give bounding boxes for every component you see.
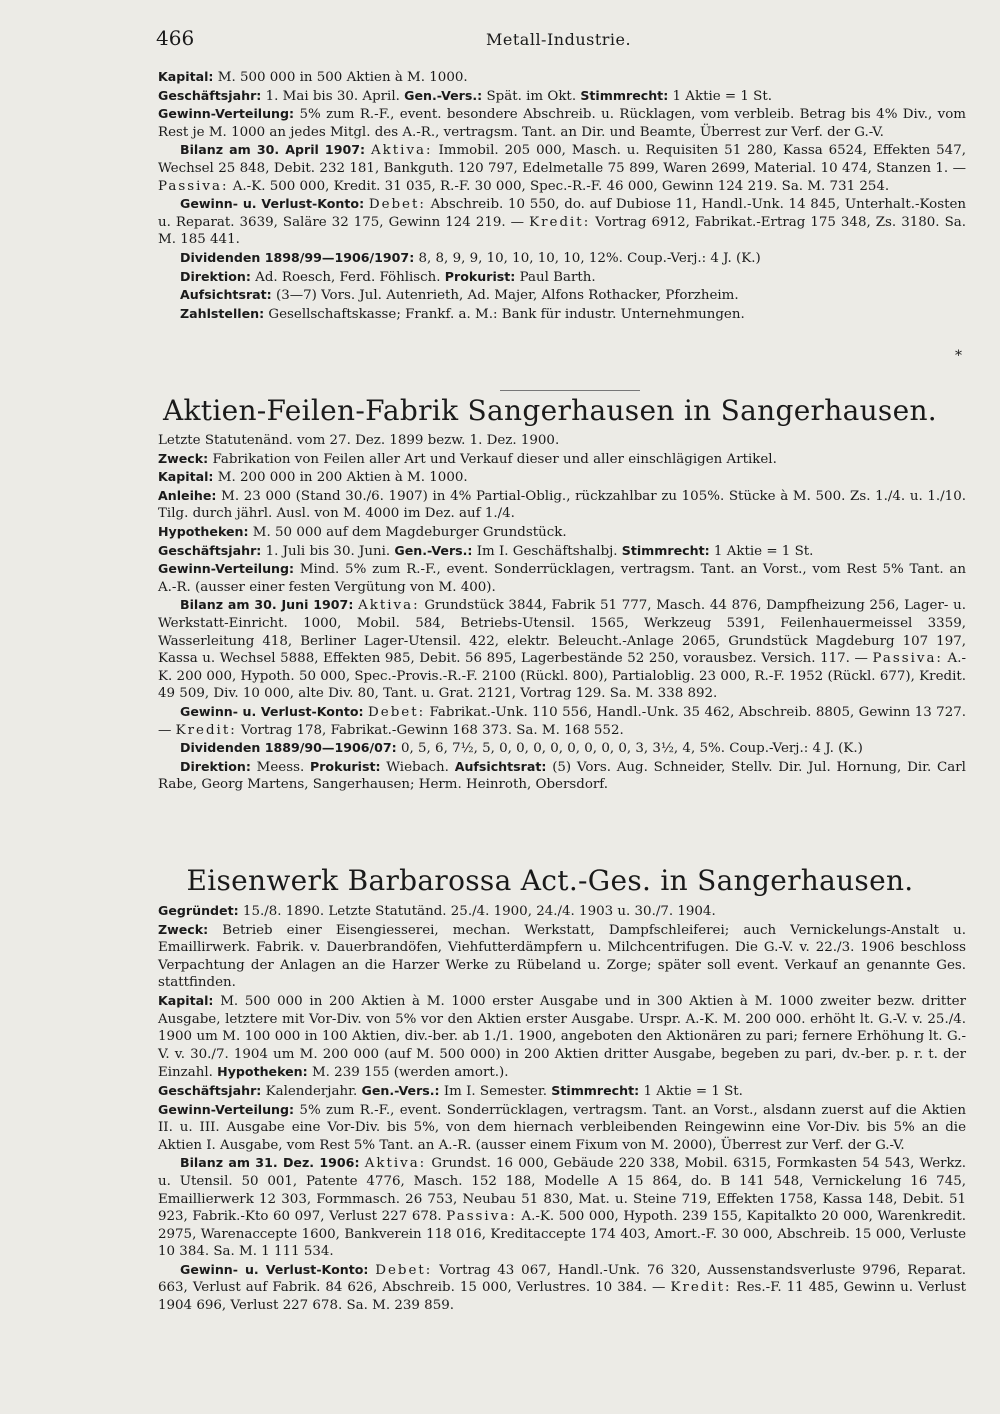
paying-agents-line: Zahlstellen: Gesellschaftskasse; Frankf. a. M.: Bank für industr. Unternehmungen. [180,305,745,322]
profit-loss-account: Gewinn- u. Verlust-Konto: Debet: Fabrikat.-Unk. 110 556, Handl.-Unk. 35 462, Abschreib. 8805, Gewinn 13 727. — Kredit: Vortrag 178, Fabrikat.-Gewinn 168 373. Sa. M. 168 552. [158,703,966,738]
loan-line: Anleihe: M. 23 000 (Stand 30./6. 1907) in 4% Partial-Oblig., rückzahlbar zu 105%. Stücke à M. 500. Zs. 1./4. u. 1./10. Tilg. durch jährl. Ausl. von M. 4000 im Dez. auf 1./4. [158,487,966,522]
dividends-line: Dividenden 1889/90—1906/07: 0, 5, 6, 7½, 5, 0, 0, 0, 0, 0, 0, 0, 0, 3, 3½, 4, 5%. Coup.-Verj.: 4 J. (K.) [180,740,863,757]
company-title-eisenwerk: Eisenwerk Barbarossa Act.-Ges. in Sangerhausen. [186,864,914,897]
page-header [156,26,930,56]
profit-loss-account: Gewinn- u. Verlust-Konto: Debet: Abschreib. 10 550, do. auf Dubiose 11, Handl.-Unk. 14 845, Unterhalt.-Kosten u. Reparat. 3639, Saläre 32 175, Gewinn 124 219. — Kredit: Vortrag 6912, Fabrikat.-Ertrag 175 348, Zs. 3180. Sa. M. 185 441. [158,196,967,248]
management-line: Direktion: Meess. Prokurist: Wiebach. Aufsichtsrat: (5) Vors. Aug. Schneider, Stellv. Dir. Jul. Hornung, Dir. Carl Rabe, Georg Martens, Sangerhausen; Herm. Heinroth, Obersdorf. [158,758,966,793]
management-line: Direktion: Ad. Roesch, Ferd. Föhlisch. Prokurist: Paul Barth. [180,268,596,285]
founded-line: Gegründet: 15./8. 1890. Letzte Statutänd. 25./4. 1900, 24./4. 1903 u. 30./7. 1904. [158,903,716,919]
balance-sheet: Bilanz am 30. April 1907: Aktiva: Immobil. 205 000, Masch. u. Requisiten 51 280, Kassa 6524, Effekten 547, Wechsel 25 848, Debit. 232 181, Bankguth. 120 797, Edelmetalle 75 899, Waren 2699, Material. 10 474, Stanzen 1. — Passiva: A.-K. 500 000, Kredit. 31 035, R.-F. 30 000, Spec.-R.-F. 46 000, Gewinn 124 219. Sa. M. 731 254. [158,142,966,194]
entry-feilenfabrik [158,432,966,794]
capital-line: Kapital: M. 500 000 in 500 Aktien à M. 1000. [158,69,468,85]
fiscal-line: Geschäftsjahr: 1. Mai bis 30. April. Gen.-Vers.: Spät. im Okt. Stimmrecht: 1 Aktie = 1 St. [158,87,772,104]
profit-loss-account: Gewinn- u. Verlust-Konto: Debet: Vortrag 43 067, Handl.-Unk. 76 320, Aussenstandsverluste 9796, Reparat. 663, Verlust auf Fabrik. 84 626, Abschreib. 15 000, Verlustres. 10 384. — Kredit: Res.-F. 11 485, Gewinn u. Verlust 1904 696, Verlust 227 678. Sa. M. 239 859. [158,1261,966,1314]
section-divider [500,390,640,391]
balance-sheet: Bilanz am 30. Juni 1907: Aktiva: Grundstück 3844, Fabrik 51 777, Masch. 44 876, Dampfheizung 256, Lager- u. Werkstatt-Einricht. 1000, Mobil. 584, Betriebs-Utensil. 1565, Werkzeug 5391, Feilenhauermeissel 3359, Wasserleitung 418, Berliner Lager-Utensil. 422, elektr. Beleucht.-Anlage 2065, Grundstück Magdeburg 107 197, Kassa u. Wechsel 5888, Effekten 985, Debit. 56 895, Lagerbestände 52 250, vorausbez. Versich. 117. — Passiva: A.-K. 200 000, Hypoth. 50 000, Spec.-Provis.-R.-F. 2100 (Rückl. 800), Partialoblig. 23 000, R.-F. 1952 (Rückl. 677), Kredit. 49 509, Div. 10 000, alte Div. 80, Tant. u. Grat. 2121, Vortrag 129. Sa. M. 338 892. [158,597,966,702]
fiscal-line: Geschäftsjahr: Kalenderjahr. Gen.-Vers.: Im I. Semester. Stimmrecht: 1 Aktie = 1 St. [158,1082,743,1099]
dividends-line: Dividenden 1898/99—1906/1907: 8, 8, 9, 9, 10, 10, 10, 10, 12%. Coup.-Verj.: 4 J. (K.) [180,249,761,266]
capital-line: Kapital: M. 200 000 in 200 Aktien à M. 1000. [158,469,468,486]
balance-sheet: Bilanz am 31. Dez. 1906: Aktiva: Grundst. 16 000, Gebäude 220 338, Mobil. 6315, Formkasten 54 543, Werkz. u. Utensil. 50 001, Patente 4776, Masch. 152 188, Modelle A 15 864, do. B 141 548, Vernickelung 16 745, Emaillierwerk 12 303, Formmasch. 26 753, Neubau 51 830, Mat. u. Steine 719, Effekten 1758, Kassa 148, Debit. 51 923, Fabrik.-Kto 60 097, Verlust 227 678. Passiva: A.-K. 500 000, Hypoth. 239 155, Kapitalkto 20 000, Warenkredit. 2975, Warenaccepte 1600, Bankverein 118 016, Kreditaccepte 174 403, Amort.-F. 30 000, Abschreib. 15 000, Verluste 10 384. Sa. M. 1 111 534. [158,1155,966,1260]
profit-distribution: Gewinn-Verteilung: 5% zum R.-F., event. Sonderrücklagen, vertragsm. Tant. an Vorst., alsdann zuerst auf die Aktien II. u. III. Ausgabe eine Vor-Div. bis 5%, von dem hiernach verbleibenden Reingewinn eine Vor-Div. bis 5% an die Aktien I. Ausgabe, vom Rest 5% Tant. an A.-R. (ausser einem Fixum von M. 2000), Überrest zur Verf. der G.-V. [158,1101,966,1153]
entry-continued [158,68,966,323]
purpose-line: Zweck: Betrieb einer Eisengiesserei, mechan. Werkstatt, Dampfschleiferei; auch Vernickelungs-Anstalt u. Emaillirwerk. Fabrik. v. Dauerbrandöfen, Viehfutterdämpfern u. Milchcentrifugen. Die G.-V. v. 22./3. 1906 beschloss Verpachtung der Anlagen an die Harzer Werke zu Rübeland u. Zorge; später soll event. Verkauf an genannte Ges. stattfinden. [158,921,966,991]
entry-eisenwerk [158,902,966,1315]
profit-distribution: Gewinn-Verteilung: Mind. 5% zum R.-F., event. Sonderrücklagen, vertragsm. Tant. an Vorst., vom Rest 5% Tant. an A.-R. (ausser einer festen Vergütung von M. 400). [158,561,966,595]
supervisory-board-line: Aufsichtsrat: (3—7) Vors. Jul. Autenrieth, Ad. Majer, Alfons Rothacker, Pforzheim. [180,287,739,304]
capital-line: Kapital: M. 500 000 in 200 Aktien à M. 1000 erster Ausgabe und in 300 Aktien à M. 1000 zweiter bezw. dritter Ausgabe, letztere mit Vor-Div. von 5% vor den Aktien erster Ausgabe. Urspr. A.-K. M. 200 000. erhöht lt. G.-V. v. 25./4. 1900 um M. 100 000 in 100 Aktien, div.-ber. ab 1./1. 1900, angeboten den Aktionären zu pari; fernere Erhöhung lt. G.-V. v. 30./7. 1904 um M. 200 000 (auf M. 500 000) in 200 Aktien dritter Ausgabe, begeben zu pari, dv.-ber. p. r. t. der Einzahl. Hypotheken: M. 239 155 (werden amort.). [158,992,966,1081]
profit-distribution: Gewinn-Verteilung: 5% zum R.-F., event. besondere Abschreib. u. Rücklagen, vom verbleib. Betrag bis 4% Div., vom Rest je M. 1000 an jedes Mitgl. des A.-R., vertragsm. Tant. an Dir. und Beamte, Überrest zur Verf. der G.-V. [158,106,966,140]
mortgage-line: Hypotheken: M. 50 000 auf dem Magdeburger Grundstück. [158,523,567,540]
statute-line: Letzte Statutenänd. vom 27. Dez. 1899 bezw. 1. Dez. 1900. [158,433,560,448]
purpose-line: Zweck: Fabrikation von Feilen aller Art und Verkauf dieser und aller einschlägigen Artikel. [158,450,777,467]
running-head: Metall-Industrie. [486,30,632,49]
fiscal-line: Geschäftsjahr: 1. Juli bis 30. Juni. Gen.-Vers.: Im I. Geschäftshalbj. Stimmrecht: 1 Aktie = 1 St. [158,542,814,559]
company-title-feilenfabrik: Aktien-Feilen-Fabrik Sangerhausen in Sangerhausen. [163,394,937,427]
page-number: 466 [156,26,195,50]
footnote-star: * [955,348,962,364]
